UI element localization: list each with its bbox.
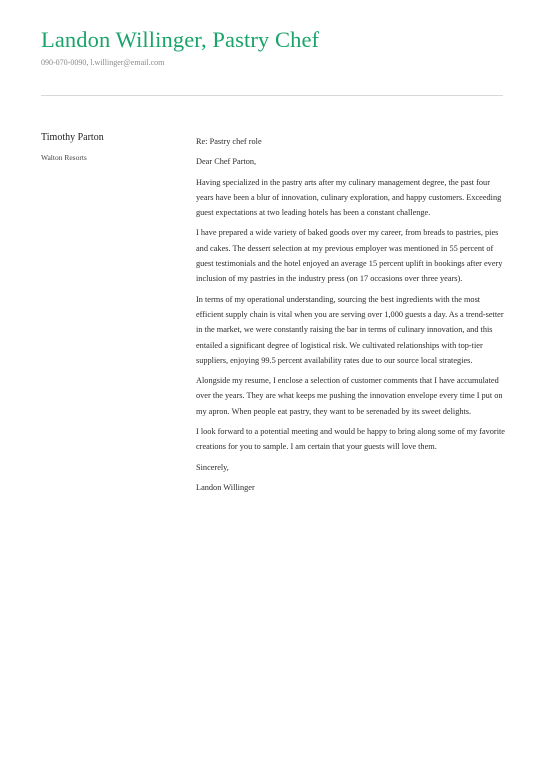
contact-info: 090-070-0090, l.willinger@email.com xyxy=(41,58,165,67)
applicant-name: Landon Willinger, Pastry Chef xyxy=(41,27,320,52)
letter-subject: Re: Pastry chef role xyxy=(196,137,262,146)
letter-header xyxy=(41,26,503,69)
recipient-block xyxy=(41,131,181,163)
letter-paragraph: I have prepared a wide variety of baked goods over my career, from breads to pastries, pies and cakes. The dessert selection at my previous employer was mentioned in 55 percent of guest testimonials and the hotel enjoyed an average 15 percent uplift in bookings after every inclusion of my pastries in the industry press (on 17 occasions over three years). xyxy=(196,228,503,284)
letter-paragraph: Alongside my resume, I enclose a selection of customer comments that I have accumulated over the years. They are what keeps me pushing the innovation envelope every time I put on my apron. When people eat pastry, they want to be serenaded by its sweet delights. xyxy=(196,376,503,416)
letter-paragraph: I look forward to a potential meeting and would be happy to bring along some of my favorite creations for you to sample. I am certain that your guests will love them. xyxy=(196,427,505,452)
letter-paragraph: Having specialized in the pastry arts after my culinary management degree, the past four years have been a blur of innovation, culinary exploration, and happy customers. Exceeding guest expectations at two leading hotels has been a constant challenge. xyxy=(196,177,502,218)
letter-paragraph: In terms of my operational understanding, sourcing the best ingredients with the most efficient supply chain is vital when you are serving over 1,000 guests a day. As a trend-setter in the market, we were constantly raising the bar in terms of culinary innovation, and this entailed a significant degree of logistical risk. We cultivated relationships with top-tier suppliers, enjoying 99.5 percent availability rates due to our source local strategies. xyxy=(196,294,504,365)
letter-signature: Landon Willinger xyxy=(196,482,255,492)
letter-salutation: Dear Chef Parton, xyxy=(196,157,257,167)
recipient-name: Timothy Parton xyxy=(41,132,104,143)
recipient-company: Walton Resorts xyxy=(41,153,87,162)
letter-body xyxy=(196,134,506,500)
letter-closing: Sincerely, xyxy=(196,462,229,472)
header-divider xyxy=(41,95,503,96)
